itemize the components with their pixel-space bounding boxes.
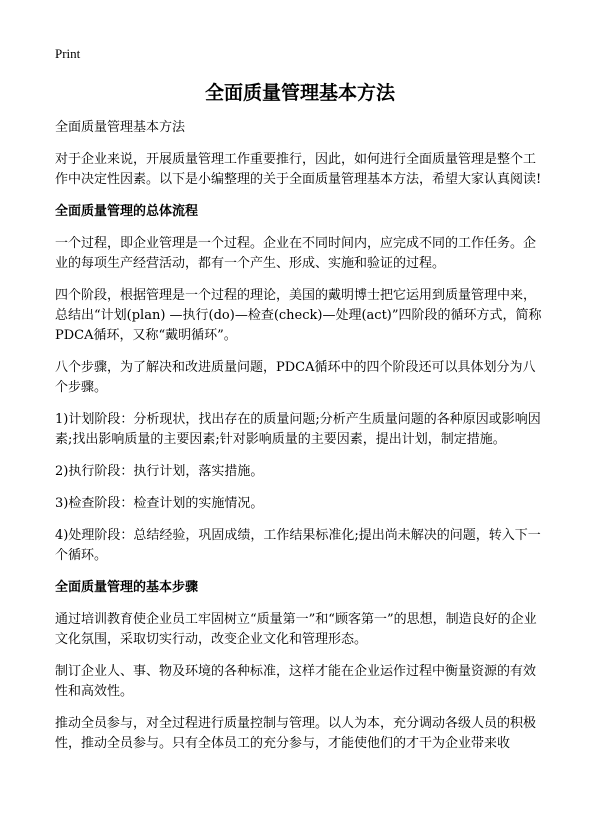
- intro-paragraph: 对于企业来说，开展质量管理工作重要推行，因此，如何进行全面质量管理是整个工作中决定性因素。以下是小编整理的关于全面质量管理基本方法，希望大家认真阅读!: [55, 152, 542, 187]
- paragraph-process-4: 1)计划阶段：分析现状，找出存在的质量问题;分析产生质量问题的各种原因或影响因素;找出影响质量的主要因素;针对影响质量的主要因素，提出计划，制定措施。: [55, 412, 541, 447]
- paragraph-process-2: 四个阶段，根据管理是一个过程的理论，美国的戴明博士把它运用到质量管理中来，总结出“计划(plan) —执行(do)—检查(check)—处理(act)”四阶段的循环方式，简称PDCA循环，又称“戴明循环”。: [55, 288, 542, 343]
- paragraph-process-6: 3)检查阶段：检查计划的实施情况。: [55, 496, 264, 511]
- paragraph-process-3: 八个步骤，为了解决和改进质量问题，PDCA循环中的四个阶段还可以具体划分为八个步骤。: [55, 360, 536, 395]
- page-title: 全面质量管理基本方法: [204, 82, 395, 104]
- paragraph-process-1: 一个过程，即企业管理是一个过程。企业在不同时间内，应完成不同的工作任务。企业的每项生产经营活动，都有一个产生、形成、实施和验证的过程。: [55, 236, 537, 271]
- section-heading-overall-process: 全面质量管理的总体流程: [55, 204, 199, 219]
- print-link[interactable]: Print: [55, 46, 81, 61]
- paragraph-steps-1: 通过培训教育使企业员工牢固树立“质量第一”和“顾客第一”的思想，制造良好的企业文化氛围，采取切实行动，改变企业文化和管理形态。: [55, 612, 537, 647]
- section-heading-basic-steps: 全面质量管理的基本步骤: [55, 580, 199, 595]
- paragraph-steps-3: 推动全员参与，对全过程进行质量控制与管理。以人为本，充分调动各级人员的积极性，推动全员参与。只有全体员工的充分参与，才能使他们的才干为企业带来收: [55, 716, 537, 751]
- article-body: [55, 118, 547, 766]
- article-subtitle: 全面质量管理基本方法: [55, 120, 186, 135]
- paragraph-process-7: 4)处理阶段：总结经验，巩固成绩，工作结果标准化;提出尚未解决的问题，转入下一个循环。: [55, 528, 541, 563]
- paragraph-steps-2: 制订企业人、事、物及环境的各种标准，这样才能在企业运作过程中衡量资源的有效性和高效性。: [55, 664, 537, 699]
- paragraph-process-5: 2)执行阶段：执行计划，落实措施。: [55, 464, 264, 479]
